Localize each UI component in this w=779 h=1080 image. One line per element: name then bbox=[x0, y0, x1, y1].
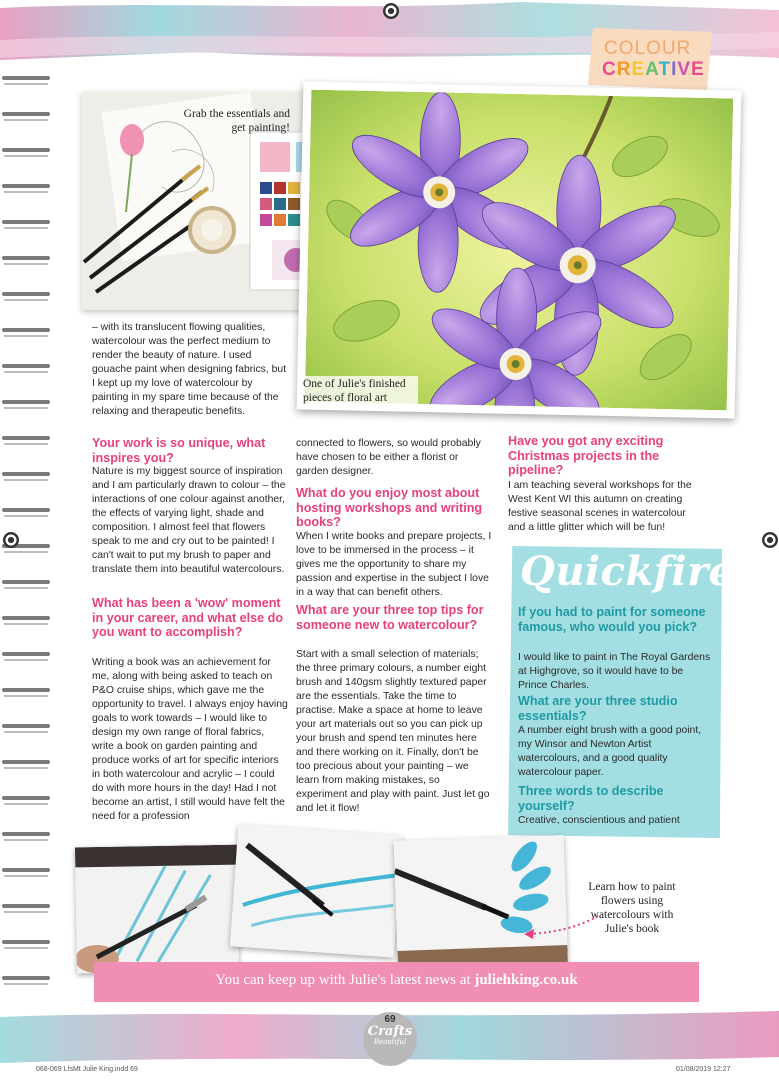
photo-clematis-painting bbox=[297, 81, 742, 418]
photo-brush-strokes-3 bbox=[394, 835, 569, 981]
website-banner-text bbox=[94, 972, 699, 989]
website-link[interactable]: juliehking.co.uk bbox=[474, 972, 578, 988]
quickfire-answer: A number eight brush with a good point, my Winsor and Newton Artist watercolours, and a good quality watercolour paper. bbox=[518, 725, 702, 778]
magazine-logo: Crafts bbox=[367, 1024, 413, 1039]
answer-paragraph: When I write books and prepare projects, I love to be immersed in the process – it gives me the opportunity to share my passion and expertise in the subject I love in a way that can benefit others. bbox=[296, 531, 492, 598]
print-slug-file: 068-069 LfsMt Julie King.indd 69 bbox=[36, 1066, 138, 1073]
photo-brush-strokes-2 bbox=[230, 824, 402, 957]
quickfire-question: Three words to describe yourself? bbox=[518, 784, 664, 813]
quickfire-question: What are your three studio essentials? bbox=[518, 694, 678, 723]
answer-continued: connected to flowers, so would probably have chosen to be either a florist or garden designer. bbox=[296, 438, 481, 477]
print-slug-date: 01/08/2019 12:27 bbox=[676, 1066, 731, 1073]
question-heading: What has been a 'wow' moment in your career, and what else do you want to accomplish? bbox=[92, 596, 284, 640]
question-heading: What are your three top tips for someone new to watercolour? bbox=[296, 603, 484, 632]
registration-mark-top bbox=[383, 3, 399, 19]
registration-mark-right bbox=[762, 532, 778, 548]
magazine-logo-sub: Beautiful bbox=[373, 1038, 407, 1046]
caption-learn-book: Learn how to paint flowers using watercolours with Julie's book bbox=[588, 881, 676, 935]
registration-mark-left bbox=[3, 532, 19, 548]
section-tag-line2: CREATIVE bbox=[602, 59, 705, 80]
question-heading: Your work is so unique, what inspires you? bbox=[92, 436, 266, 465]
quickfire-answer: I would like to paint in The Royal Gardens at Highgrove, so it would have to be Prince Charles. bbox=[518, 652, 711, 691]
answer-paragraph: Start with a small selection of materials; the three primary colours, a number eight brush and 140gsm slightly textured paper are the essentials. Take the time to practise. Make a space at home to leave your art materials out so you can pick up your brush and spend ten minutes here and there working on it. Finally, don't be too precious about your painting – we learn from making mistakes, so experiment and play with paint. Just let go and let it flow! bbox=[296, 649, 490, 814]
dotted-arrow-icon bbox=[520, 912, 600, 940]
question-heading: Have you got any exciting Christmas projects in the pipeline? bbox=[508, 434, 664, 478]
answer-paragraph: I am teaching several workshops for the West Kent WI this autumn on creating festive seasonal scenes in watercolour and a little glitter which will be fun! bbox=[508, 480, 692, 533]
answer-paragraph: Nature is my biggest source of inspiration and I am particularly drawn to colour – the interactions of one colour against another, the effects of varying light, shade and composition. I almost feel that flowers speak to me and cry out to be painted! I can't wait to put my brush to paper and translate them into beautiful watercolours. bbox=[92, 466, 286, 575]
answer-paragraph: Writing a book was an achievement for me, along with being asked to teach on P&O cruise ships, which gave me the opportunity to travel. I always enjoy having goals to work towards – I would like to design my own range of floral fabrics, write a book on garden painting and produce works of art for specific interiors in both watercolour and acrylic – I could do with more hours in the day! Had I not become an artist, I still would have felt the need for a profession bbox=[92, 657, 288, 822]
quickfire-answer: Creative, conscientious and patient bbox=[518, 815, 680, 826]
banner-text: You can keep up with Julie's latest news at bbox=[215, 972, 475, 988]
question-heading: What do you enjoy most about hosting workshops and writing books? bbox=[296, 486, 483, 530]
intro-paragraph: – with its translucent flowing qualities, watercolour was the perfect medium to render the beauty of nature. I used gouache paint when designing fabrics, but I kept up my love of watercolour by painting in my spare time because of the relaxing and therapeutic benefits. bbox=[92, 322, 287, 417]
caption-finished-art: One of Julie's finished pieces of floral art bbox=[300, 376, 418, 406]
page-number: 69 bbox=[384, 1014, 396, 1025]
quickfire-question: If you had to paint for someone famous, who would you pick? bbox=[518, 605, 706, 634]
quickfire-title: Quickfire bbox=[520, 548, 735, 595]
section-tag-line1: COLOUR bbox=[604, 38, 692, 59]
photo-brush-strokes-1 bbox=[75, 845, 239, 974]
caption-essentials: Grab the essentials and get painting! bbox=[183, 108, 290, 134]
